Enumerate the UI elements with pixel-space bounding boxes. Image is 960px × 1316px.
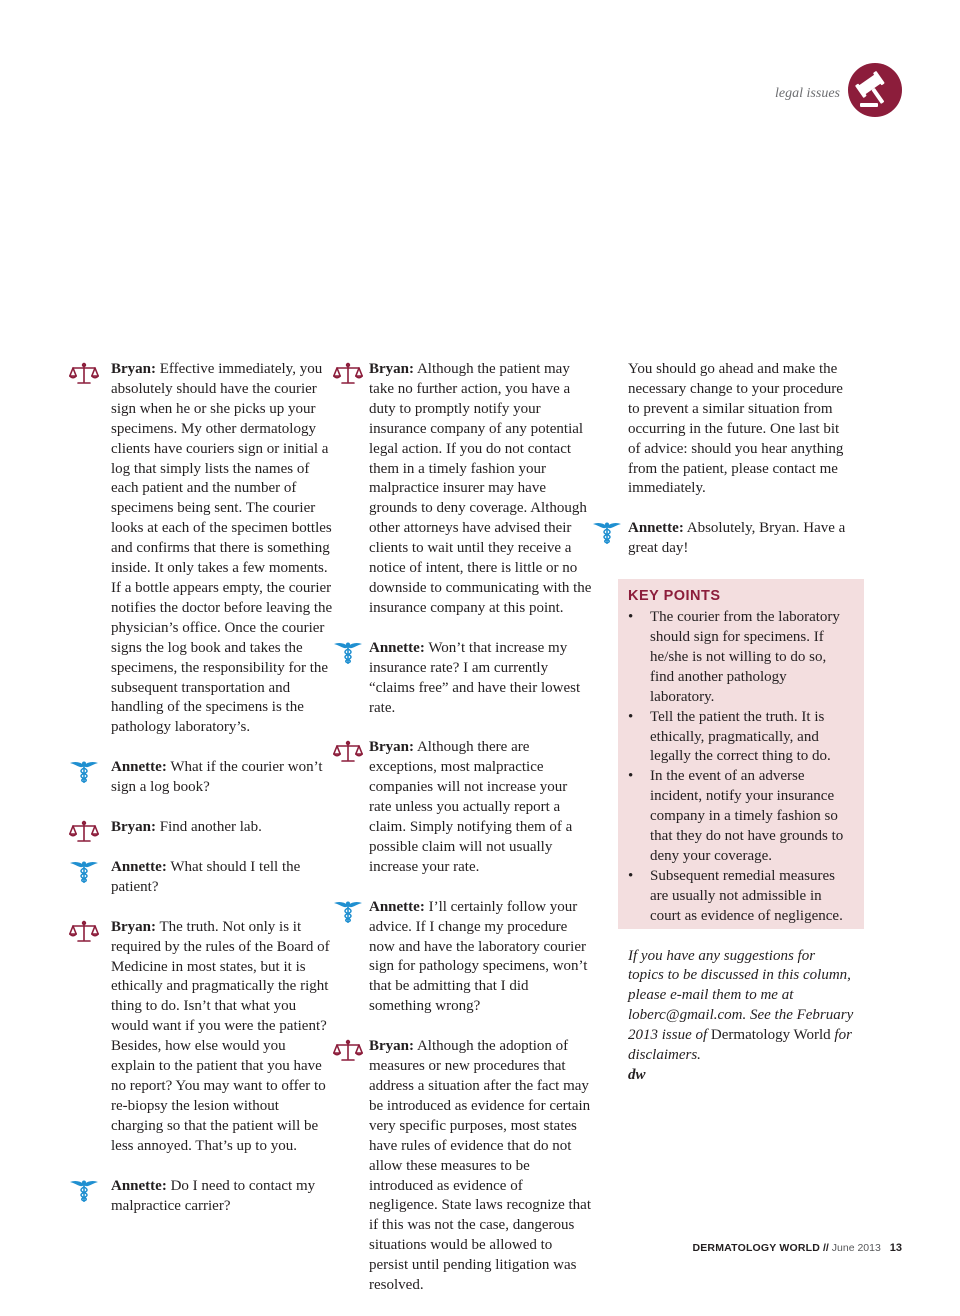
footer-separator: //	[823, 1242, 829, 1254]
bryan-paragraph	[111, 360, 333, 738]
paragraph-text	[628, 519, 854, 559]
annette-paragraph	[111, 758, 333, 798]
caduceus-icon	[69, 860, 99, 884]
scales-of-justice-icon	[69, 920, 99, 944]
dialogue-text: I’ll certainly follow your advice. If I change my procedure now and have the laboratory courier sign for pathology specimens, won’t that be admitting that I did something wrong?	[369, 898, 588, 1015]
reader-note	[628, 947, 854, 1086]
caduceus-icon	[333, 641, 363, 665]
scales-of-justice-icon	[333, 1039, 363, 1063]
scales-of-justice-icon	[69, 362, 99, 386]
bryan-paragraph	[111, 918, 333, 1157]
paragraph-text: You should go ahead and make the necessary change to your procedure to prevent a similar situation from occurring in the future. One last bit of advice: should you hear anything from the patient, please contact me immediately.	[628, 361, 844, 497]
note-text: If you have any suggestions for topics to be discussed in this column, please e-mail them to me at loberc@gmail.com. See the February 2013 issue of	[628, 947, 854, 1044]
key-point-item	[628, 867, 854, 927]
key-points-box	[618, 579, 864, 928]
footer-date: June 2013	[831, 1242, 881, 1254]
annette-paragraph	[628, 519, 854, 559]
footer-magazine: DERMATOLOGY WORLD	[692, 1242, 821, 1254]
speaker-name: Bryan:	[369, 739, 414, 756]
annette-paragraph	[111, 858, 333, 898]
paragraph-text	[111, 858, 333, 898]
speaker-name: Bryan:	[369, 1038, 414, 1055]
caduceus-icon	[69, 1179, 99, 1203]
bryan-paragraph	[111, 818, 333, 838]
speaker-name: Annette:	[369, 898, 425, 915]
paragraph-text	[369, 639, 593, 719]
paragraph-text	[369, 738, 593, 877]
speaker-name: Bryan:	[111, 819, 156, 836]
speaker-name: Bryan:	[111, 918, 156, 935]
speaker-name: Bryan:	[369, 361, 414, 377]
dialogue-text: The truth. Not only is it required by the rules of the Board of Medicine in most states, but it is ethically and pragmatically the right thing to do. Isn’t that what you would want if you were the patient? Besides, how else would you explain to the patient that you have no report? You may want to offer to re-biopsy the lesion without charging so that the patient will be less annoyed. That’s up to you.	[111, 918, 330, 1154]
page-footer	[600, 1242, 902, 1254]
key-points-title: KEY POINTS	[628, 588, 721, 605]
dialogue-text: Although there are exceptions, most malpractice companies will not increase your rate unless you actually report a claim. Simply notifying them of a possible claim will not usually increase your rate.	[369, 739, 573, 875]
annette-paragraph	[111, 1177, 333, 1217]
section-label: legal issues	[775, 86, 840, 101]
caduceus-icon	[69, 760, 99, 784]
column-3	[628, 360, 854, 1101]
key-points-list	[628, 608, 854, 927]
key-point-text: The courier from the laboratory should sign for specimens. If he/she is not willing to do so, find another pathology laboratory.	[650, 609, 840, 705]
dialogue-text: Although the patient may take no further action, you have a duty to promptly notify your insurance company of any potential legal action. If you do not contact them in a timely fashion your malpractice insurer may have grounds to deny coverage. Although other attorneys have advised their clients to wait until they receive a notice of intent, there is little or no downside to communicating with the insurance company at this point.	[369, 361, 592, 616]
bryan-continuation	[628, 360, 854, 499]
bullet-icon: •	[628, 867, 634, 884]
dialogue-text: Effective immediately, you absolutely should have the courier sign when he or she picks up your specimens. My other dermatology clients have couriers sign or initial a log that simply lists the names of each patient and the number of specimens being sent. The courier looks at each of the specimen bottles and confirms that there is something inside. It only takes a few moments. If a bottle appears empty, the courier notifies the doctor before leaving the physician’s office. Once the courier signs the log book and takes the specimens, the responsibility for the subsequent transportation and handling of the specimens is the pathology laboratory’s.	[111, 361, 333, 736]
paragraph-text	[111, 918, 333, 1157]
dialogue-text: Absolutely, Bryan. Have a great day!	[628, 520, 846, 557]
key-point-text: Subsequent remedial measures are usually not admissible in court as evidence of negligence.	[650, 867, 843, 924]
paragraph-text	[111, 1177, 333, 1217]
annette-paragraph	[369, 898, 593, 1017]
paragraph-text	[111, 758, 333, 798]
speaker-name: Annette:	[111, 759, 167, 776]
scales-of-justice-icon	[69, 820, 99, 844]
dialogue-text: Although the adoption of measures or new procedures that address a situation after the fact may be introduced as evidence for certain very specific purposes, most states have rules of evidence that do not allow these measures to be introduced as evidence of negligence. State laws recognize that if this was not the case, dangerous situations would be allowed to persist until pending litigation was resolved.	[369, 1038, 591, 1294]
key-point-item	[628, 608, 854, 708]
dialogue-text: Do I need to contact my malpractice carrier?	[111, 1177, 316, 1214]
dialogue-text: What if the courier won’t sign a log book?	[111, 759, 323, 796]
signoff: dw	[628, 1067, 646, 1083]
speaker-name: Annette:	[369, 639, 425, 656]
magazine-name: Dermatology World	[710, 1027, 831, 1044]
page-number: 13	[889, 1242, 902, 1254]
key-point-item	[628, 708, 854, 768]
bullet-icon: •	[628, 708, 634, 725]
scales-of-justice-icon	[333, 362, 363, 386]
bullet-icon: •	[628, 768, 634, 785]
note-text-end: for disclaimers.	[628, 1027, 852, 1064]
paragraph-text	[111, 818, 333, 838]
speaker-name: Bryan:	[111, 361, 156, 377]
gavel-icon	[848, 63, 902, 117]
paragraph-text	[369, 898, 593, 1017]
bryan-paragraph	[369, 738, 593, 877]
bryan-paragraph	[369, 360, 593, 619]
paragraph-text	[369, 360, 593, 619]
dialogue-text: Find another lab.	[159, 819, 262, 836]
key-point-text: Tell the patient the truth. It is ethically, pragmatically, and legally the correct thing to do.	[650, 708, 831, 765]
speaker-name: Annette:	[111, 858, 167, 875]
dialogue-text: What should I tell the patient?	[111, 858, 301, 895]
column-2	[369, 360, 593, 1316]
speaker-name: Annette:	[628, 520, 684, 537]
speaker-name: Annette:	[111, 1177, 167, 1194]
caduceus-icon	[333, 900, 363, 924]
dialogue-text: Won’t that increase my insurance rate? I am currently “claims free” and have their lowest rate.	[369, 639, 581, 716]
paragraph-text	[111, 360, 333, 738]
annette-paragraph	[369, 639, 593, 719]
paragraph-text	[369, 1037, 593, 1296]
bryan-paragraph	[369, 1037, 593, 1296]
key-point-item	[628, 767, 854, 867]
caduceus-icon	[592, 521, 622, 545]
bullet-icon: •	[628, 609, 634, 626]
column-1	[111, 360, 333, 1236]
key-point-text: In the event of an adverse incident, notify your insurance company in a timely fashion so that they do not have grounds to deny your coverage.	[650, 768, 844, 864]
scales-of-justice-icon	[333, 740, 363, 764]
